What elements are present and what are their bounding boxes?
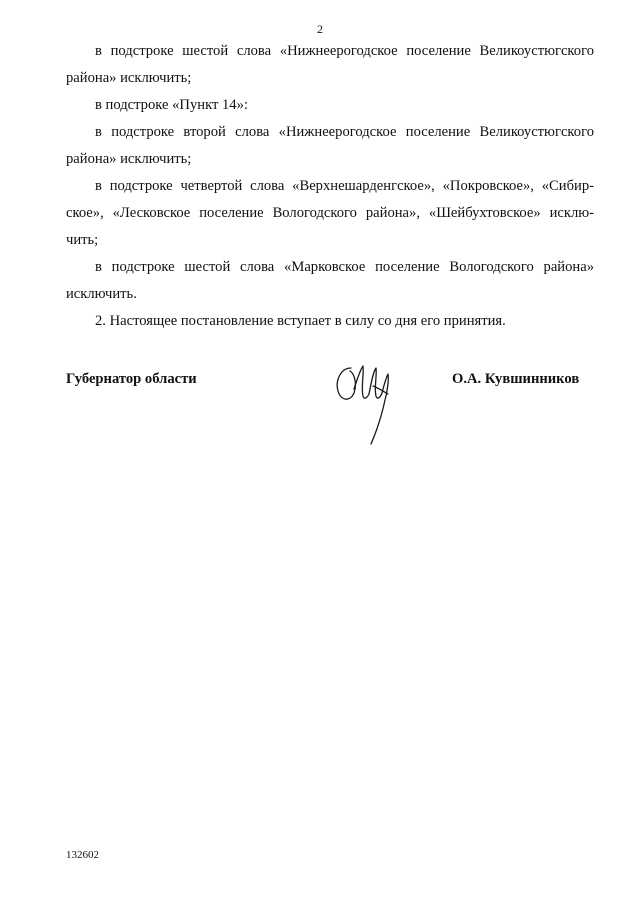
paragraph: в подстроке «Пункт 14»: bbox=[95, 97, 248, 113]
signatory-name: О.А. Кувшинников bbox=[452, 371, 580, 387]
document-code: 132602 bbox=[66, 849, 99, 861]
paragraph: 2. Настоящее постановление вступает в силу со дня его принятия. bbox=[95, 313, 506, 329]
page-number: 2 bbox=[317, 22, 323, 36]
document-body bbox=[66, 38, 594, 335]
paragraph: в подстроке шестой слова «Марковское поселение Вологодского района» исключить. bbox=[66, 259, 594, 302]
signatory-position: Губернатор области bbox=[66, 371, 197, 387]
paragraph: в подстроке шестой слова «Нижнеерогодское поселение Великоустюгского района» исключить; bbox=[66, 43, 594, 86]
paragraph: в подстроке второй слова «Нижнеерогодское поселение Великоустюгского района» исключить; bbox=[66, 124, 594, 167]
paragraph: в подстроке четвертой слова «Верхнешарденгское», «Покровское», «Сибир-ское», «Лесковское поселение Вологодского района», «Шейбухтовское» исклю-чить; bbox=[66, 178, 594, 248]
signature-block bbox=[66, 371, 594, 391]
handwritten-signature bbox=[333, 358, 395, 450]
